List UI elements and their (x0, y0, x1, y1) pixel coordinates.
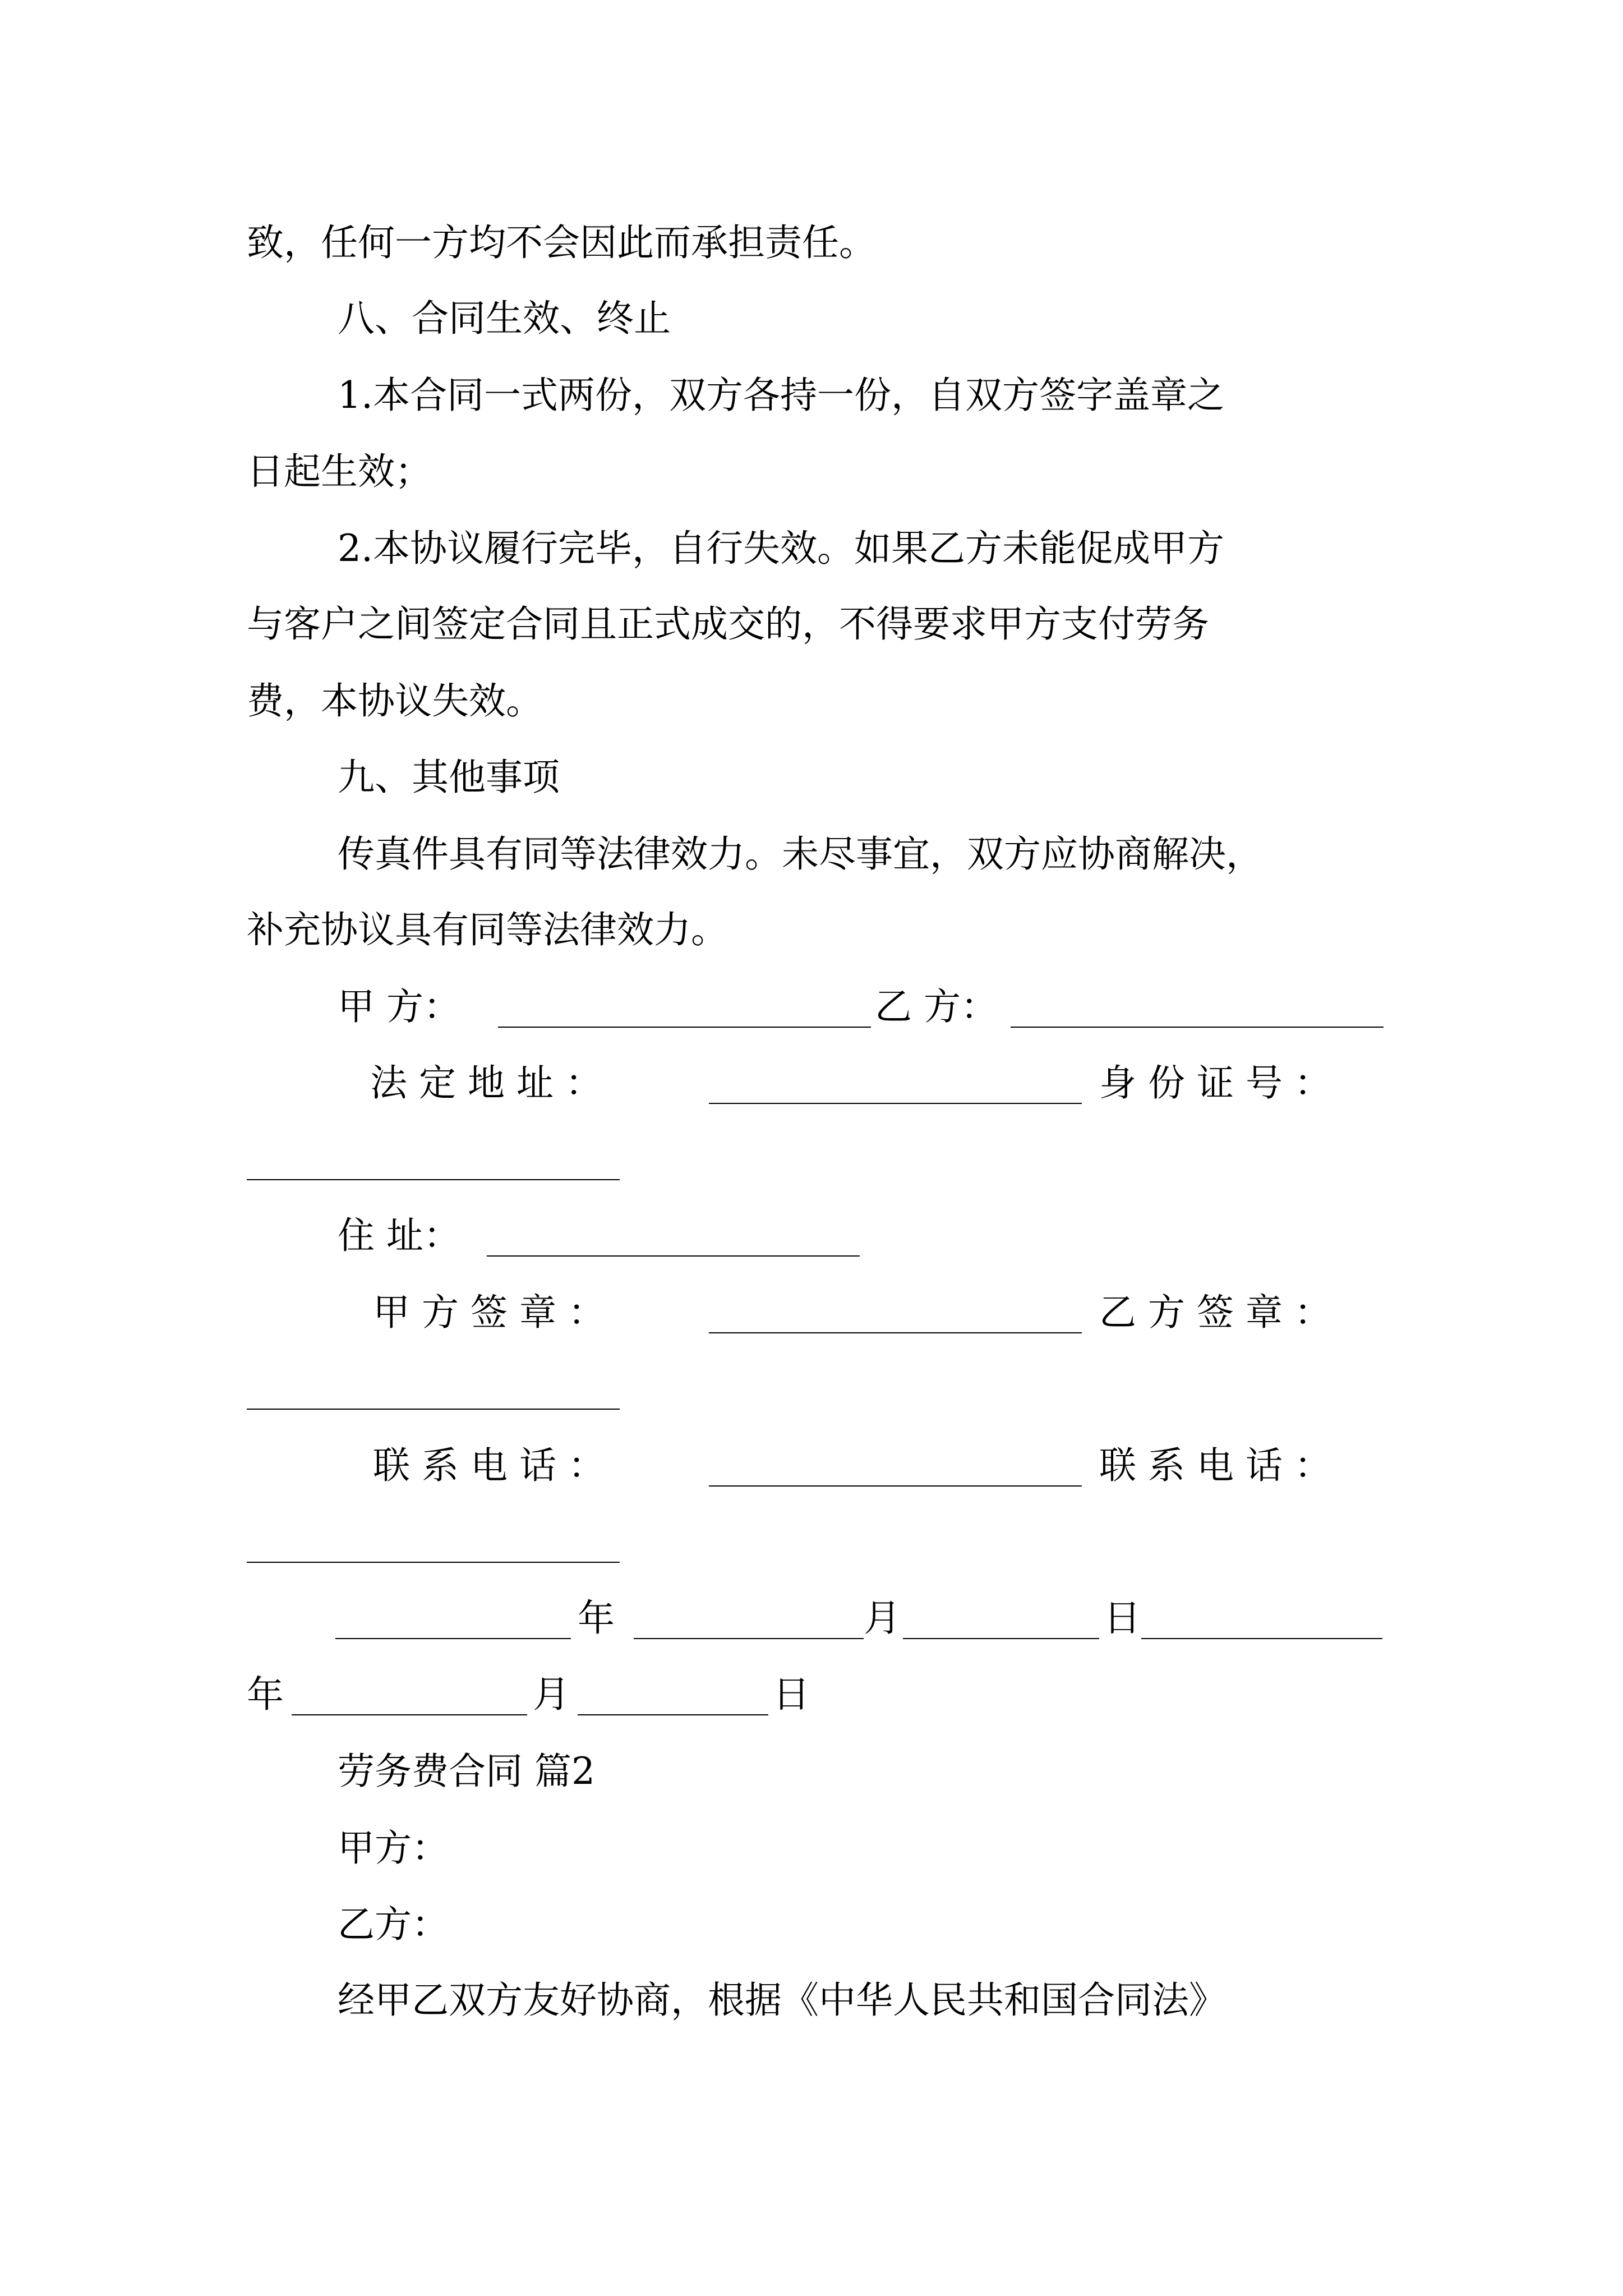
party-b-seal-blank (247, 1409, 620, 1410)
legal-address-label: 法 定 地 址 ： (370, 1061, 602, 1105)
party-a-seal-blank (709, 1332, 1082, 1333)
text-line: 费，本协议失效。 (247, 679, 543, 723)
phone-b-blank (247, 1562, 620, 1563)
party-a-seal-label: 甲 方 签 章 ： (373, 1291, 605, 1334)
section2-party-b: 乙方： (338, 1903, 449, 1946)
section-heading: 九、其他事项 (338, 756, 560, 799)
month-b-blank (292, 1714, 527, 1715)
party-b-label: 乙 方： (875, 985, 998, 1028)
text-line: 传真件具有同等法律效力。未尽事宜，双方应协商解决， (338, 832, 1263, 876)
text-line: 2.本协议履行完毕，自行失效。如果乙方未能促成甲方 (338, 527, 1224, 570)
year-b-label: 年 (247, 1673, 284, 1716)
day-a-label: 日 (1104, 1596, 1141, 1640)
party-a-blank (498, 1027, 871, 1028)
text-line: 日起生效； (247, 450, 432, 493)
section-heading: 八、合同生效、终止 (338, 297, 671, 340)
party-a-label: 甲 方： (338, 985, 460, 1028)
year-a-label: 年 (578, 1596, 615, 1640)
text-line: 1.本合同一式两份，双方各持一份，自双方签字盖章之 (338, 374, 1224, 417)
day-a-blank (903, 1638, 1099, 1639)
month-a-label: 月 (864, 1596, 901, 1640)
day-b-label: 日 (773, 1673, 810, 1716)
year-a-blank (335, 1638, 571, 1639)
phone-a-label: 联 系 电 话 ： (373, 1444, 605, 1487)
section2-intro: 经甲乙双方友好协商，根据《中华人民共和国合同法》 (338, 1978, 1226, 2022)
text-line: 致，任何一方均不会因此而承担责任。 (247, 221, 876, 264)
party-b-seal-label: 乙 方 签 章 ： (1099, 1291, 1331, 1334)
party-b-blank (1011, 1027, 1384, 1028)
year-b-blank-start (1141, 1638, 1382, 1639)
section2-title: 劳务费合同 篇2 (338, 1750, 595, 1793)
legal-address-blank (709, 1103, 1082, 1104)
residence-blank (487, 1255, 860, 1257)
month-a-blank (634, 1638, 864, 1639)
section2-party-a: 甲方： (338, 1826, 449, 1870)
day-b-blank (578, 1714, 768, 1715)
text-line: 与客户之间签定合同且正式成交的，不得要求甲方支付劳务 (247, 602, 1209, 646)
id-number-label: 身 份 证 号 ： (1099, 1061, 1331, 1105)
phone-b-label: 联 系 电 话 ： (1099, 1444, 1331, 1487)
text-line: 补充协议具有同等法律效力。 (247, 908, 728, 951)
id-number-blank (247, 1179, 620, 1180)
phone-a-blank (709, 1485, 1082, 1487)
month-b-label: 月 (533, 1673, 570, 1716)
residence-label: 住 址： (338, 1214, 460, 1257)
